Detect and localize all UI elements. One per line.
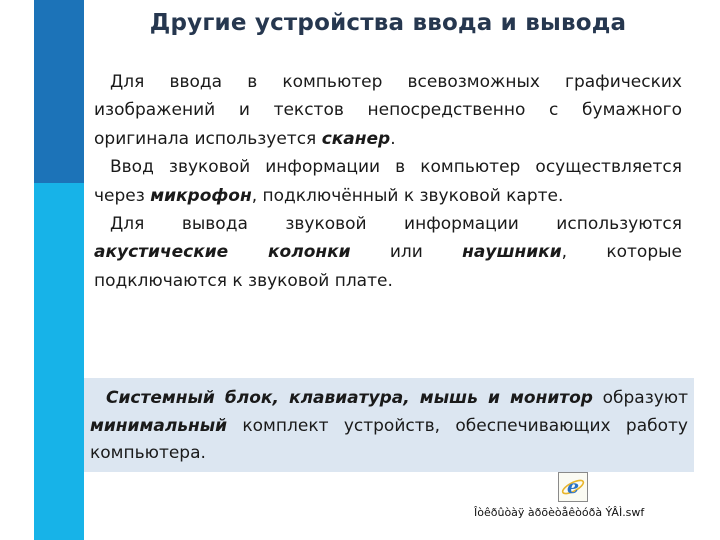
internet-explorer-icon: [559, 473, 587, 501]
term-minimal: минимальный: [90, 415, 228, 436]
main-text: [94, 68, 682, 295]
paragraph-scanner: Для ввода в компьютер всевозможных графических изображений и текстов непосредственно с бумажного оригинала используется сканер.: [94, 72, 682, 149]
term-speakers: акустические колонки: [94, 242, 351, 263]
slide-title: Другие устройства ввода и вывода: [149, 10, 627, 36]
internet-explorer-file-icon[interactable]: [558, 472, 588, 502]
sidebar-stripe-bottom: [34, 183, 84, 540]
summary-text: Системный блок, клавиатура, мышь и монитор образуют минимальный комплект устройств, обеспечивающих работу компьютера.: [90, 388, 689, 463]
term-headphones: наушники: [462, 242, 562, 263]
paragraph-microphone: Ввод звуковой информации в компьютер осуществляется через микрофон, подключённый к звуковой карте.: [94, 157, 682, 206]
term-scanner: сканер: [321, 128, 391, 149]
summary-note: [84, 378, 694, 472]
sidebar-stripe-top: [34, 0, 84, 183]
paragraph-speakers: Для вывода звуковой информации используются акустические колонки или наушники, которые подключаются к звуковой плате.: [94, 214, 682, 291]
attachment-filename[interactable]: Îòêðûòàÿ àðõèòåêòóðà ÝÂÌ.swf: [474, 506, 645, 519]
svg-text:e: e: [566, 476, 580, 498]
term-system-components: Системный блок, клавиатура, мышь и монитор: [106, 388, 593, 408]
term-microphone: микрофон: [150, 185, 252, 206]
